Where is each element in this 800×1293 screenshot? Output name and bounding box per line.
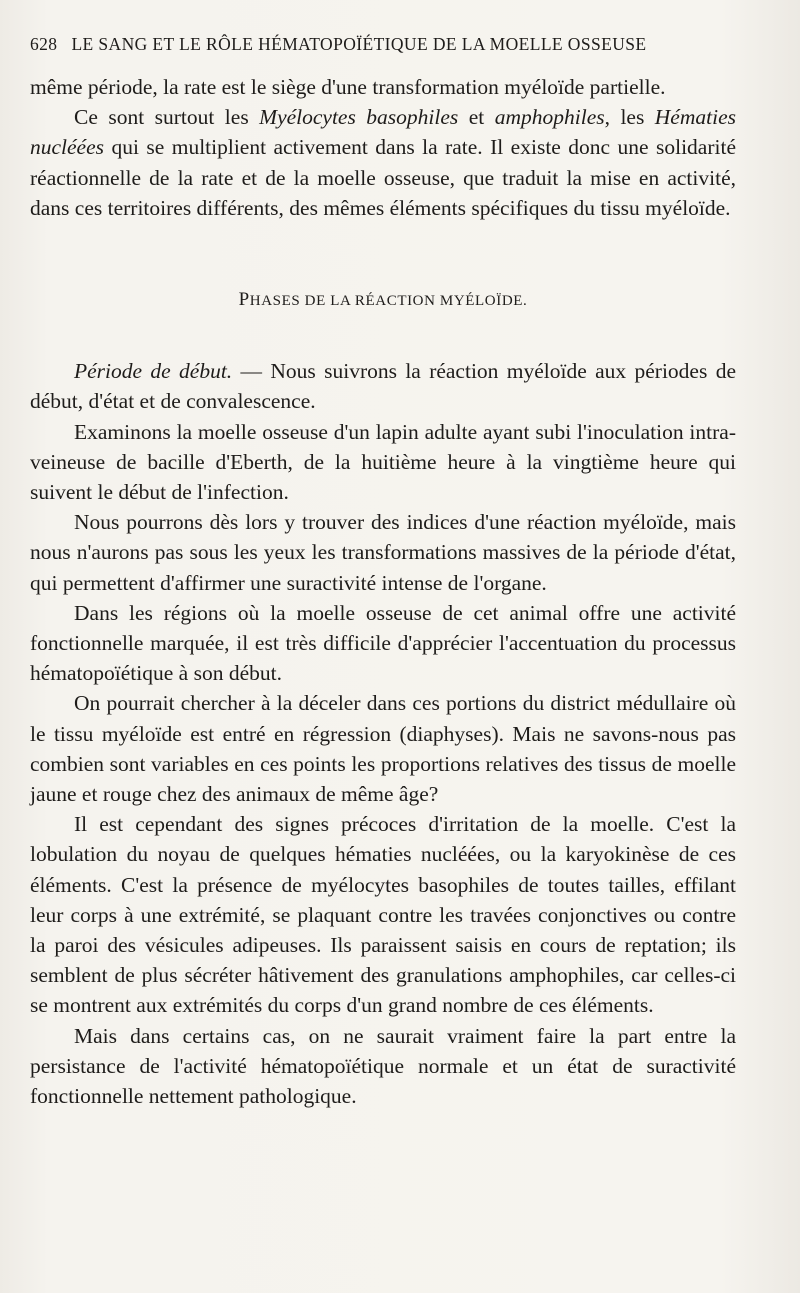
term-myelocytes: Myélocytes basophiles — [259, 105, 459, 130]
text-run: qui se multiplient activement dans la rate. Il existe donc une solidarité réactionnelle de la rate et de la moelle osseuse, que traduit la mise en activité, dans ces territoires différents, des mêmes éléments spécifiques du tissu myéloïde. — [30, 135, 736, 220]
paragraph-periode-debut — [30, 356, 736, 416]
subsection-label: Période de début. — [74, 359, 233, 384]
paragraph-il-est-cependant: Il est cependant des signes précoces d'irritation de la moelle. C'est la lobulation du noyau de quelques hématies nucléées, ou la karyokinèse de ces éléments. C'est la présence de myélocytes basophiles de toutes tailles, effilant leur corps à une extrémité, se plaquant contre les travées conjonctives ou contre la paroi des vésicules adipeuses. Ils paraissent saisis en cours de reptation; ils semblent de plus sécréter hâtivement des granulations amphophiles, car celles-ci se montrent aux extrémités du corps d'un grand nombre de ces éléments. — [30, 812, 736, 1018]
page-body — [30, 72, 736, 1111]
running-title: LE SANG ET LE RÔLE HÉMATOPOÏÉTIQUE DE LA MOELLE OSSEUSE — [71, 34, 647, 54]
paragraph-mais-dans-certains-cas: Mais dans certains cas, on ne saurait vraiment faire la part entre la persistance de l'activité hématopoïétique normale et un état de suractivité fonctionnelle nettement pathologique. — [30, 1023, 736, 1109]
text-run: et — [458, 105, 495, 130]
heading-initial: P — [238, 289, 250, 311]
running-header — [30, 34, 750, 55]
term-hematies: Hématies nucléées — [30, 105, 736, 160]
text-run: , les — [604, 105, 655, 130]
text-run: — Nous suivrons la réaction myéloïde aux périodes de début, d'état et de convalescence. — [30, 359, 736, 414]
heading-rest: HASES DE LA RÉACTION MYÉLOÏDE. — [249, 293, 528, 310]
term-amphophiles: amphophiles — [494, 105, 605, 130]
paragraph-examinons: Examinons la moelle osseuse d'un lapin adulte ayant subi l'inoculation intra-veineuse de bacille d'Eberth, de la huitième heure à la vingtième heure qui suivent le début de l'infection. — [30, 419, 736, 505]
paragraph-rate — [30, 102, 736, 223]
paragraph-on-pourrait: On pourrait chercher à la déceler dans ces portions du district médullaire où le tissu myéloïde est entré en régression (diaphyses). Mais ne savons-nous pas combien sont variables en ces points les proportions relatives des tissus de moelle jaune et rouge chez des animaux de même âge? — [30, 691, 736, 807]
text-run: Ce sont surtout les — [74, 105, 260, 130]
paragraph-dans-les-regions: Dans les régions où la moelle osseuse de cet animal offre une activité fonctionnelle marquée, il est très difficile d'apprécier l'accentuation du processus hématopoïétique à son début. — [30, 600, 736, 686]
paragraph-nous-pourrons: Nous pourrons dès lors y trouver des indices d'une réaction myéloïde, mais nous n'aurons pas sous les yeux les transformations massives de la période d'état, qui permettent d'affirmer une suractivité intense de l'organe. — [30, 510, 736, 595]
section-heading — [30, 285, 736, 316]
paragraph-continuation: même période, la rate est le siège d'une transformation myéloïde partielle. — [30, 75, 666, 99]
page-number: 628 — [30, 34, 58, 54]
